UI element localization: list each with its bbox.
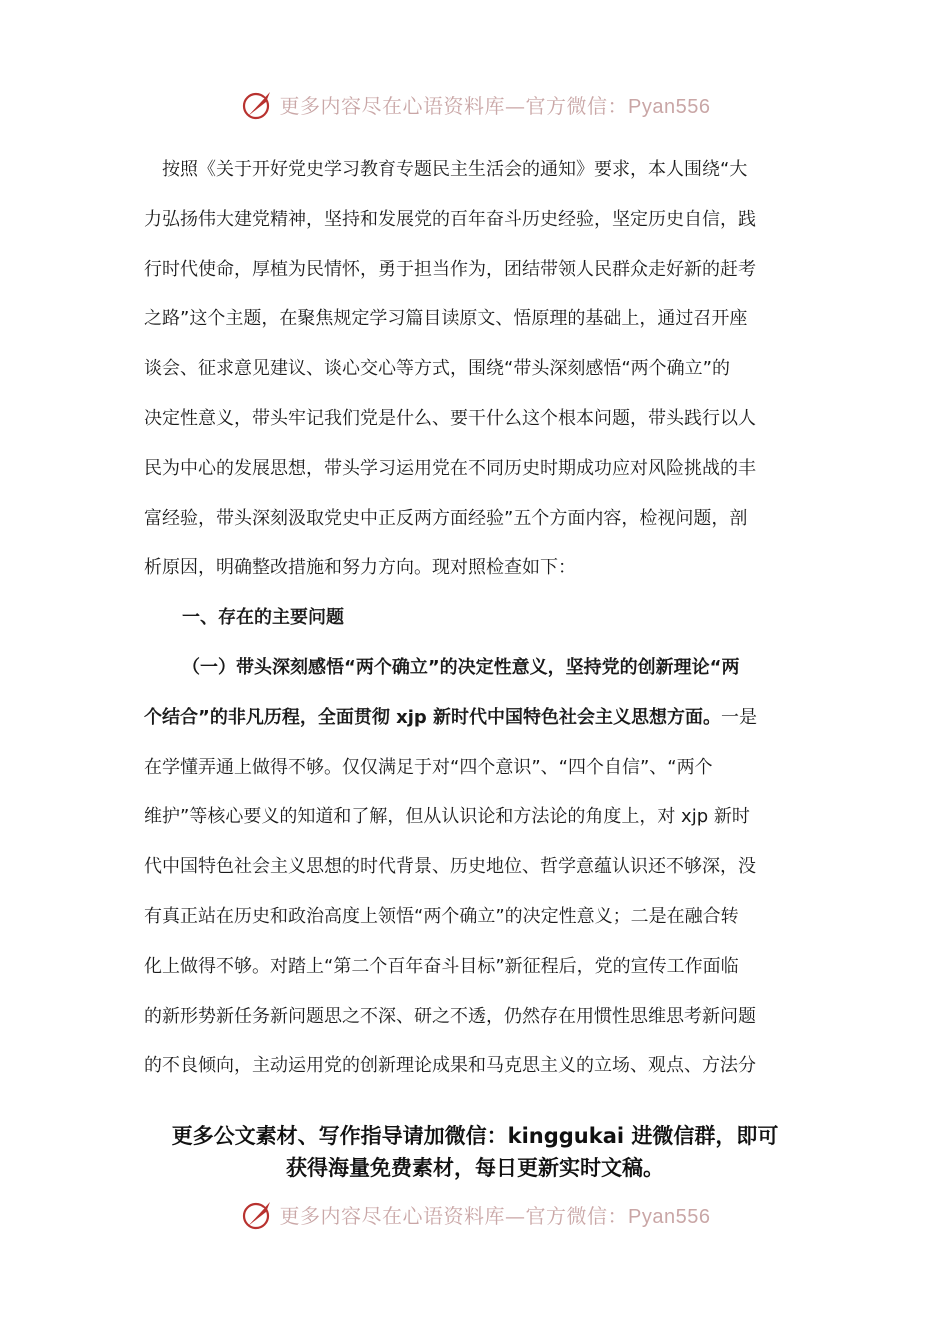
banner-label: 更多内容尽在心语资料库—官方微信：Pyan556: [279, 1203, 711, 1228]
intro-line: 析原因，明确整改措施和努力方向。现对照检查如下：: [144, 557, 576, 579]
promo-notice: [144, 1120, 806, 1184]
subheading-bold-text: 个结合”的非凡历程，全面贯彻 xjp 新时代中国特色社会主义思想方面。: [144, 706, 722, 728]
section-heading: [144, 593, 796, 643]
heading-1: 一、存在的主要问题: [182, 607, 344, 629]
intro-line: 力弘扬伟大建党精神，坚持和发展党的百年奋斗历史经验，坚定历史自信，践: [144, 208, 756, 230]
body-line: 的新形势新任务新问题思之不深、研之不透，仍然存在用惯性思维思考新问题: [144, 1005, 756, 1027]
document-body: [144, 145, 796, 1091]
intro-line: 谈会、征求意见建议、谈心交心等方式，围绕“带头深刻感悟“两个确立”的: [144, 358, 730, 380]
quill-logo-icon: [240, 1196, 276, 1232]
subheading-line: [144, 693, 796, 743]
intro-line: 富经验，带头深刻汲取党史中正反两方面经验”五个方面内容，检视问题，剖: [144, 507, 748, 529]
banner-wechat-id: Pyan556: [628, 95, 711, 118]
intro-line: 按照《关于开好党史学习教育专题民主生活会的通知》要求，本人围绕“大: [162, 159, 748, 180]
subheading-line: （一）带头深刻感悟“两个确立”的决定性意义，坚持党的创新理论“两: [182, 656, 740, 678]
promo-line: 获得海量免费素材，每日更新实时文稿。: [286, 1156, 664, 1180]
body-line: 化上做得不够。对踏上“第二个百年奋斗目标”新征程后，党的宣传工作面临: [144, 955, 739, 977]
intro-line: 决定性意义，带头牢记我们党是什么、要干什么这个根本问题，带头践行以人: [144, 407, 756, 429]
body-line: 的不良倾向，主动运用党的创新理论成果和马克思主义的立场、观点、方法分: [144, 1055, 756, 1077]
intro-line: 之路”这个主题，在聚焦规定学习篇目读原文、悟原理的基础上，通过召开座: [144, 308, 748, 330]
header-banner: [0, 84, 950, 124]
body-line: 代中国特色社会主义思想的时代背景、历史地位、哲学意蕴认识还不够深，没: [144, 856, 756, 878]
intro-paragraph: [144, 145, 796, 593]
subheading-normal-text: 一是: [721, 706, 758, 728]
intro-line: 民为中心的发展思想，带头学习运用党在不同历史时期成功应对风险挑战的丰: [144, 457, 756, 479]
body-line: 在学懂弄通上做得不够。仅仅满足于对“四个意识”、“四个自信”、“两个: [144, 756, 713, 778]
body-line: 有真正站在历史和政治高度上领悟“两个确立”的决定性意义；二是在融合转: [144, 905, 739, 927]
banner-label: 更多内容尽在心语资料库—官方微信：Pyan556: [279, 93, 711, 118]
subsection-paragraph: [144, 643, 796, 1091]
promo-line: 更多公文素材、写作指导请加微信：kinggukai 进微信群，即可: [171, 1124, 779, 1148]
intro-line: 行时代使命，厚植为民情怀，勇于担当作为，团结带领人民群众走好新的赶考: [144, 258, 756, 280]
quill-logo-icon: [240, 86, 276, 122]
banner-wechat-id: Pyan556: [628, 1205, 711, 1228]
body-line: 维护”等核心要义的知道和了解，但从认识论和方法论的角度上，对 xjp 新时: [144, 806, 750, 828]
footer-banner: [0, 1194, 950, 1234]
